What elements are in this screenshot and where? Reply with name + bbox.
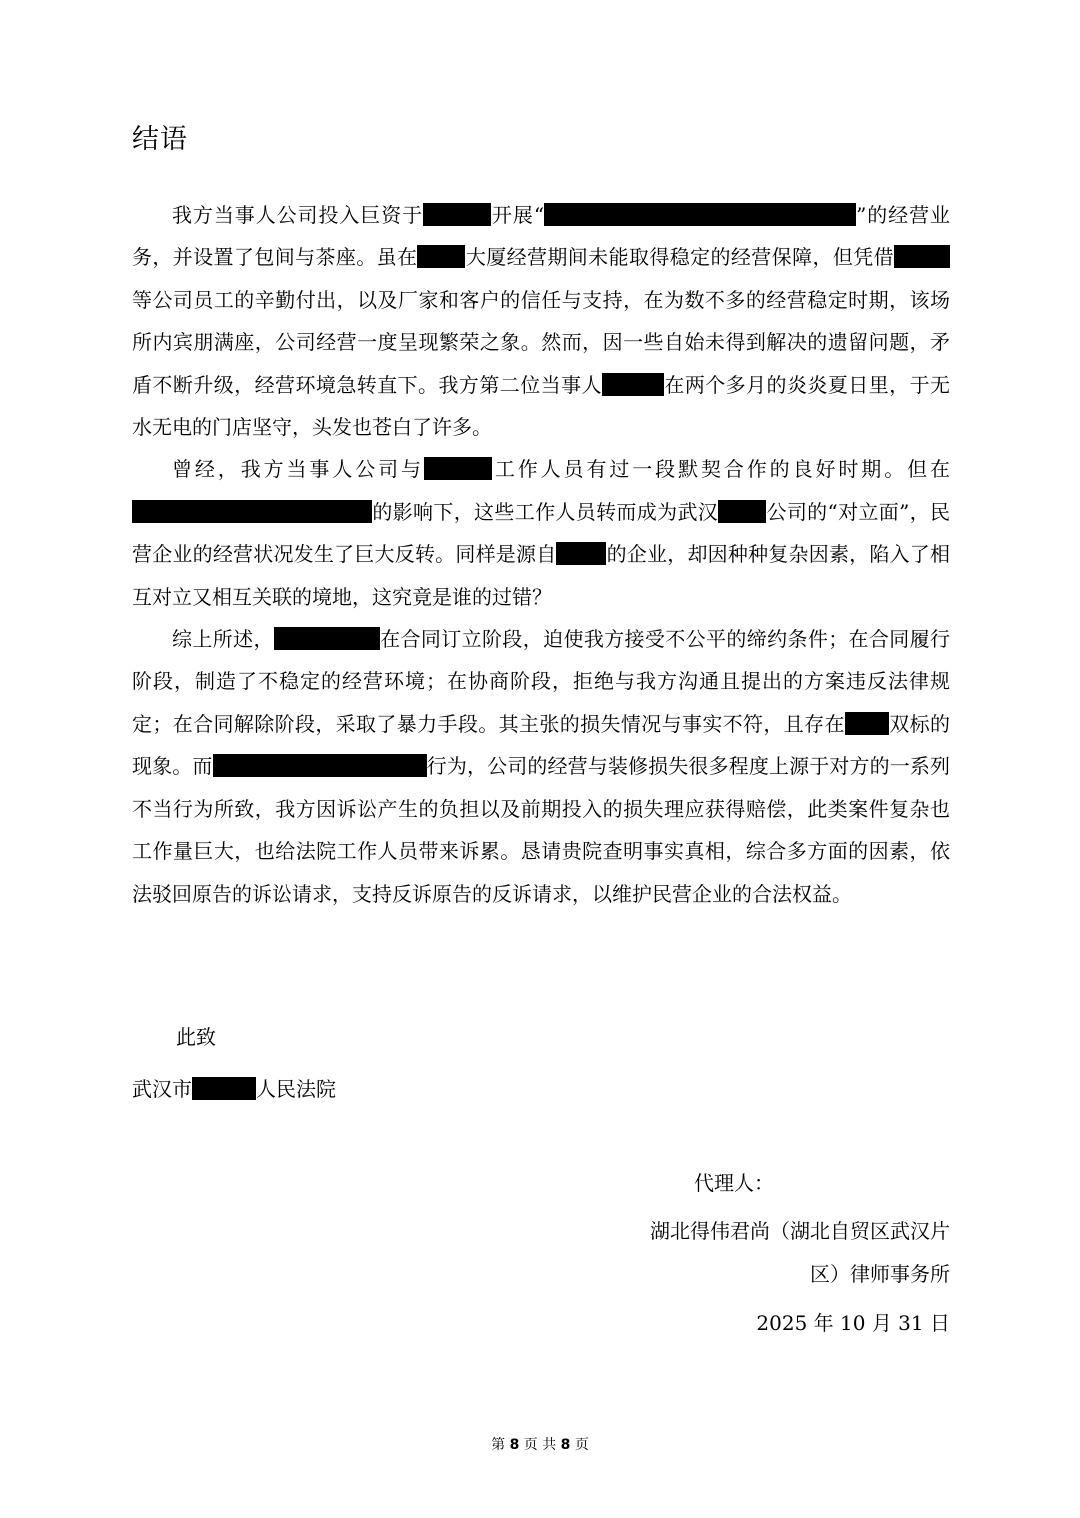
text-run: 我方当事人公司投入巨资于 [172,203,424,227]
paragraph-2 [132,448,950,618]
text-run: 工作人员有过一段默契合作的良好时期。但在 [491,457,951,482]
redaction-block [213,754,427,777]
redaction-block [423,203,491,226]
footer-middle: 页 共 [523,1437,557,1453]
redaction-block [845,712,889,735]
text-run: 行为，公司的经营与装修损失很多程度上源于对方的一系列不当行为所致，我方因诉讼产生的负担以及前期投入的损失理应获得赔偿，此类案件复杂也工作量巨大，也给法院工作人员带来诉累。恳请贵院查明事实真相，综合多方面的因素，依法驳回原告的诉讼请求，支持反诉原告的反诉请求，以维护民营企业的合法权益。 [132,754,951,906]
text-run: 等公司员工的辛勤付出，以及厂家和客户的信任与支持，在为数不多的经营稳定时期，该场所内宾朋满座，公司经营一度呈现繁荣之象。然而，因一些自始未得到解决的遗留问题，矛盾不断升级，经营环境急转直下。我方第二位当事人 [132,287,950,397]
redaction-block [544,203,856,226]
current-page-number: 8 [509,1437,520,1453]
footer-suffix: 页 [574,1437,589,1453]
redaction-block [192,1077,256,1100]
closing [132,1016,950,1058]
text-run: 在两个多月的炎炎夏日里，于无水无电的门店坚守，头发也苍白了许多。 [132,372,951,440]
footer-prefix: 第 [491,1437,506,1453]
court-name [132,1068,336,1110]
text-run: 在合同订立阶段，迫使我方接受不公平的缔约条件；在合同履行阶段，制造了不稳定的经营环境；在协商阶段，拒绝与我方沟通且提出的方案违反法律规定；在合同解除阶段，采取了暴力手段。其主张的损失情况与事实不符，且存在 [132,627,951,736]
total-page-number: 8 [560,1437,571,1453]
redaction-block [718,500,766,523]
redaction-block [602,373,664,396]
text-run: 公司的“对立面”，民营企业的经营状况发生了巨大反转。同样是源自 [132,499,950,567]
salutation: 此致 [176,1025,216,1049]
court-suffix: 人民法院 [256,1077,336,1101]
law-firm-line-1: 湖北得伟君尚（湖北自贸区武汉片 [650,1219,950,1243]
redaction-block [132,500,372,523]
redaction-block [274,627,380,650]
redaction-block [424,457,492,480]
section-heading: 结语 [132,124,188,155]
court-prefix: 武汉市 [132,1077,192,1101]
text-run: 曾经，我方当事人公司与 [172,457,424,482]
text-run: 大厦经营期间未能取得稳定的经营保障，但凭借 [465,245,895,270]
text-run: 综上所述， [172,627,274,652]
paragraph-1 [132,194,950,448]
redaction-block [556,542,606,565]
text-run: 开展“ [491,203,545,227]
body-text [132,194,950,915]
page-footer [0,1435,1080,1455]
document-date: 2025 年 10 月 31 日 [756,1311,950,1335]
agent-label: 代理人： [694,1171,774,1195]
text-run: ”的经营业务，并设置了包间与茶座。虽在 [132,203,950,270]
text-run: 的企业，却因种种复杂因素，陷入了相互对立又相互关联的境地，这究竟是谁的过错？ [132,542,951,609]
redaction-block [417,245,465,268]
text-run: 双标的现象。而 [132,711,951,779]
redaction-block [894,245,950,268]
paragraph-3 [132,618,950,915]
law-firm-line-2: 区）律师事务所 [810,1262,950,1286]
text-run: 的影响下，这些工作人员转而成为武汉 [372,499,719,524]
